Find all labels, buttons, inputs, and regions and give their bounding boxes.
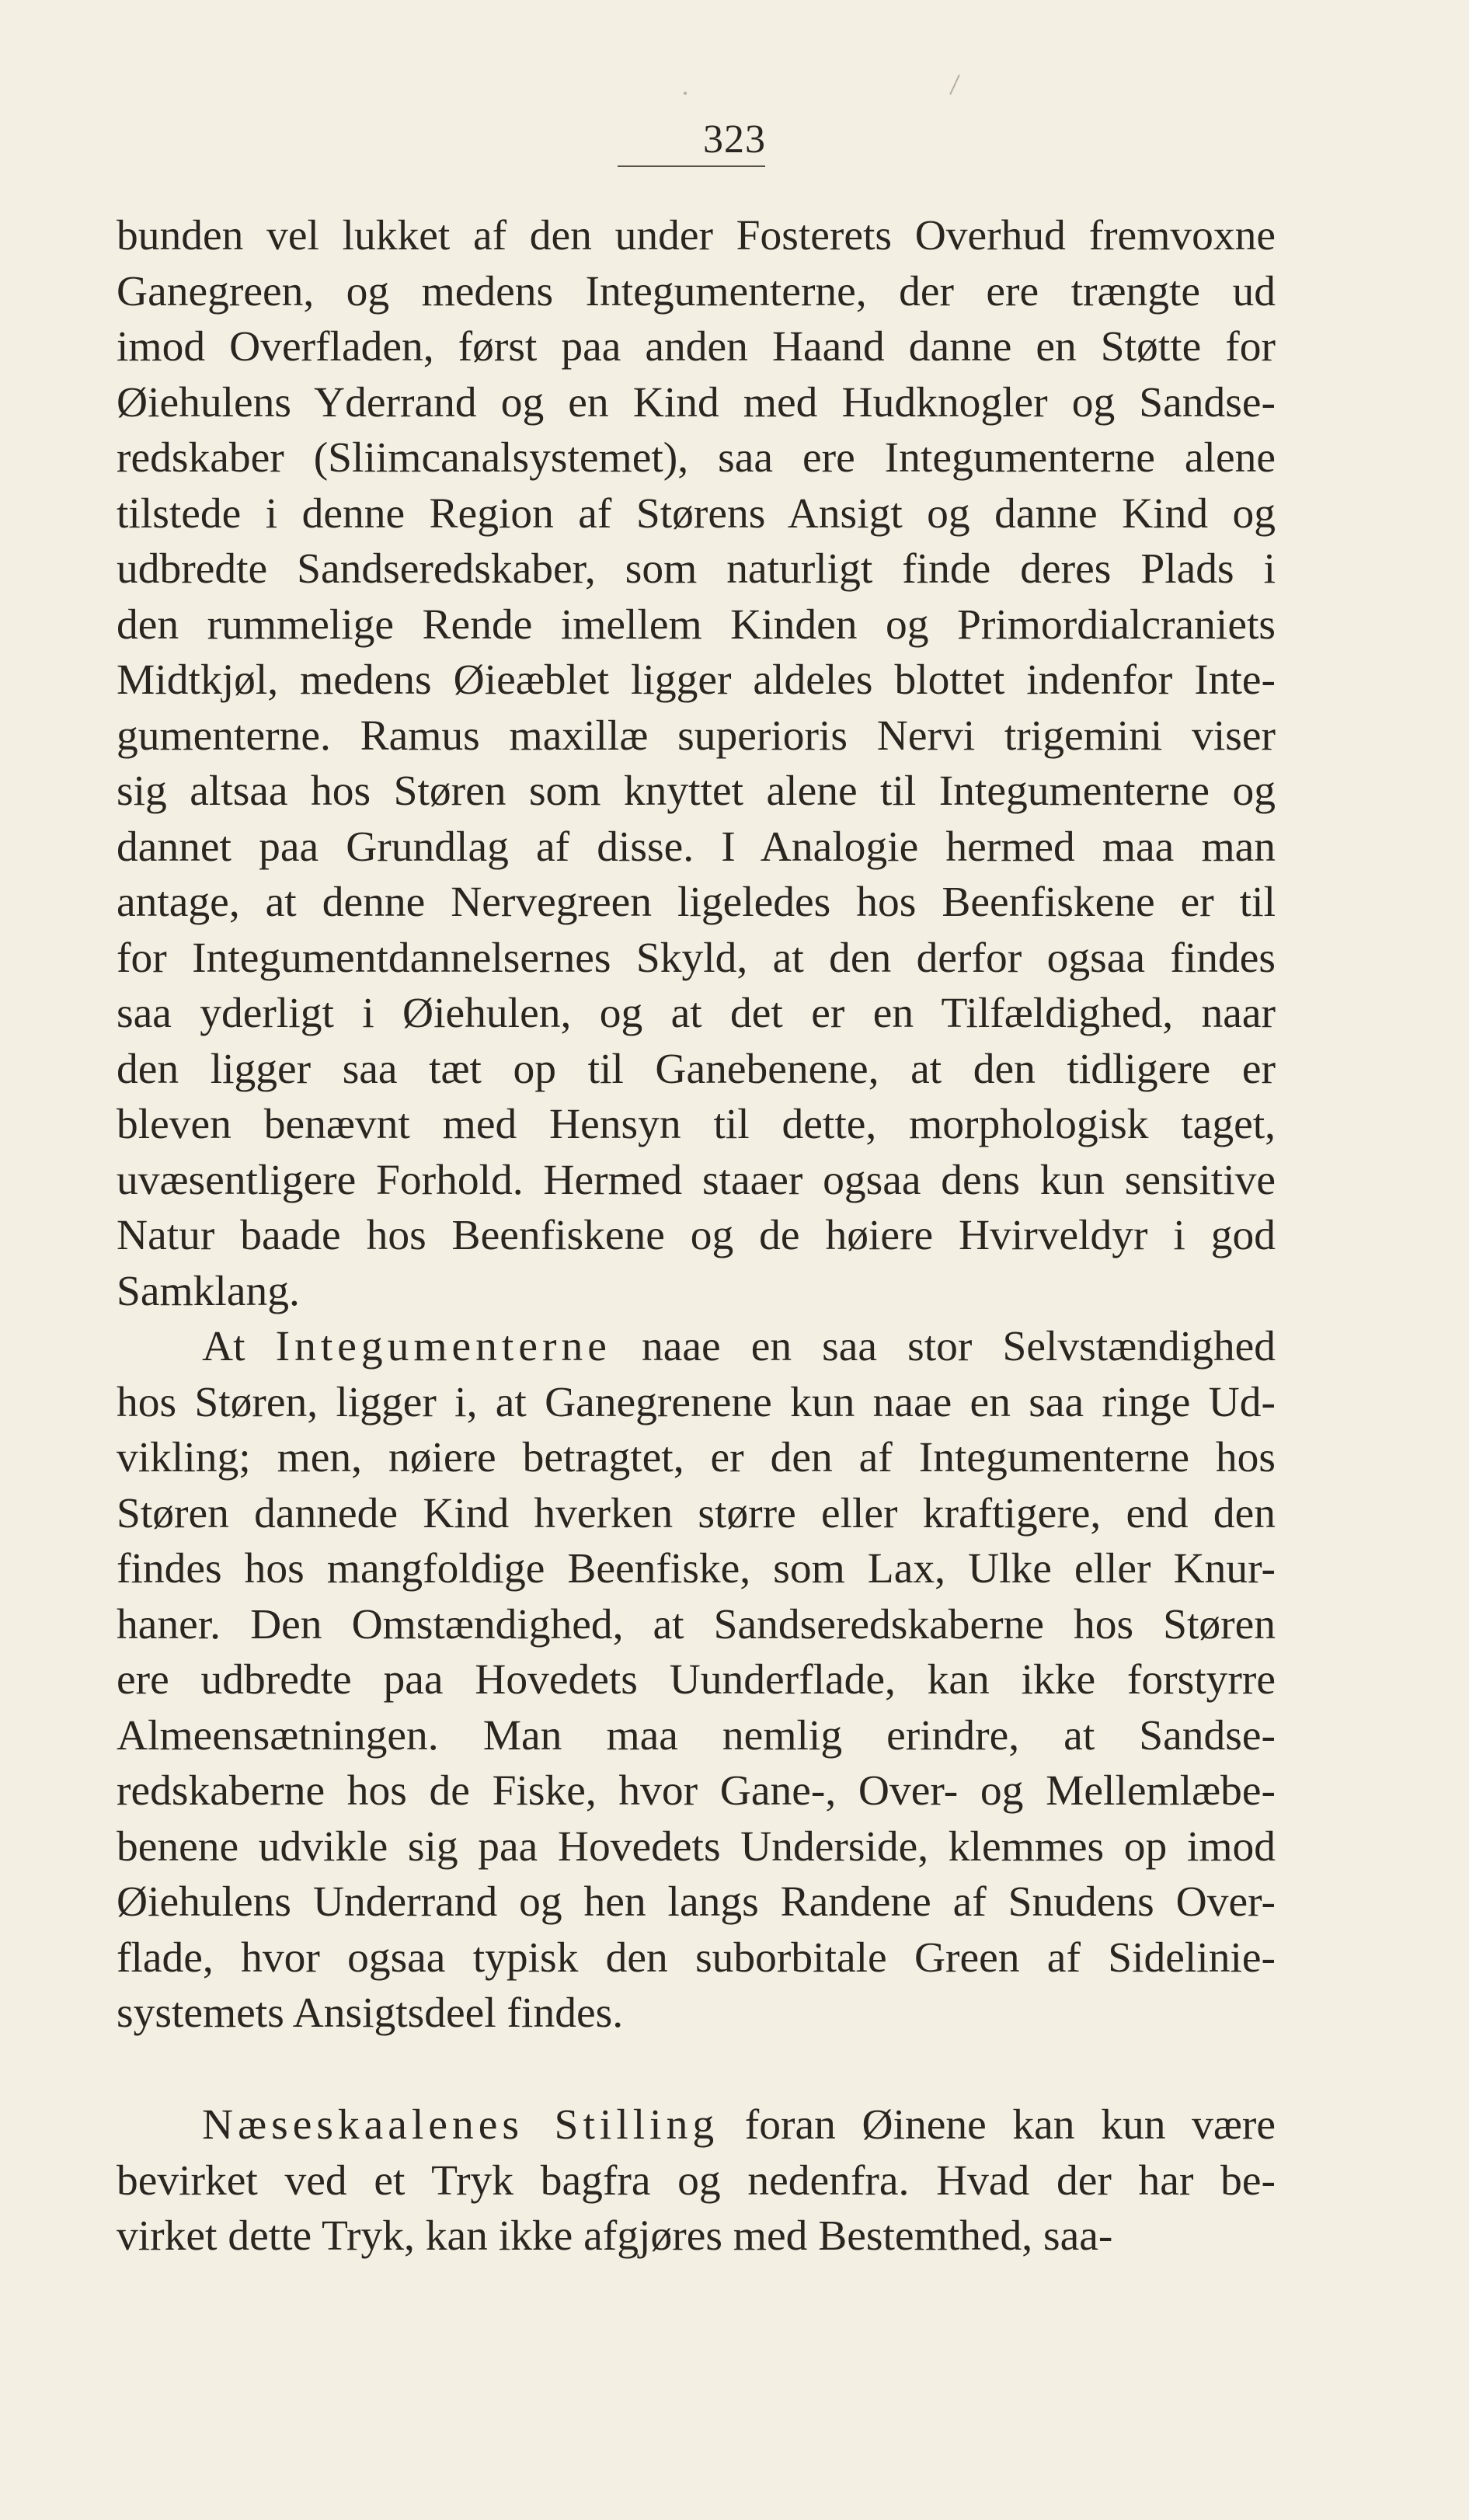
text-line: sig altsaa hos Støren som knyttet alene til Integumenterne og	[117, 767, 1276, 815]
text-line: tilstede i denne Region af Størens Ansigt og danne Kind og	[117, 489, 1276, 538]
text-line: Øiehulens Underrand og hen langs Randene af Snudens Over-	[117, 1878, 1276, 1926]
text-line: den ligger saa tæt op til Ganebenene, at den tidligere er	[117, 1045, 1276, 1093]
text-line: findes hos mangfoldige Beenfiske, som Lax, Ulke eller Knur-	[117, 1545, 1276, 1592]
paragraph-1	[117, 208, 1276, 1319]
text-line: haner. Den Omstændighed, at Sandseredskaberne hos Støren	[117, 1600, 1276, 1648]
text-line: Natur baade hos Beenfiskene og de høiere Hvirveldyr i god	[117, 1212, 1276, 1259]
scan-mark	[949, 75, 960, 95]
text-line: dannet paa Grundlag af disse. I Analogie hermed maa man	[117, 823, 1276, 871]
text-line: Ganegreen, og medens Integumenterne, der ere trængte ud	[117, 267, 1276, 315]
text-line: redskaber (Sliimcanalsystemet), saa ere Integumenterne alene	[117, 434, 1276, 482]
text-line: flade, hvor ogsaa typisk den suborbitale Green af Sidelinie-	[117, 1934, 1276, 1982]
text-line: den rummelige Rende imellem Kinden og Primordialcraniets	[117, 600, 1276, 649]
text-line: bevirket ved et Tryk bagfra og nedenfra. Hvad der har be-	[117, 2156, 1276, 2205]
paragraph-3	[117, 2097, 1276, 2264]
scan-speck	[684, 92, 687, 95]
text-line: Øiehulens Yderrand og en Kind med Hudknogler og Sandse-	[117, 378, 1276, 426]
paragraph-lead-word: At	[202, 1323, 276, 1370]
text-line: virket dette Tryk, kan ikke afgjøres med Bestemthed, saa-	[117, 2212, 1113, 2260]
text-line: Støren dannede Kind hverken større eller kraftigere, end den	[117, 1489, 1276, 1537]
spaced-emphasis: Næseskaalenes Stilling	[202, 2101, 719, 2149]
page-number: 323	[703, 117, 766, 162]
paragraph-first-line	[117, 2097, 1276, 2153]
text-line: systemets Ansigtsdeel findes.	[117, 1989, 624, 2037]
text-line: redskaberne hos de Fiske, hvor Gane-, Over- og Mellemlæbe-	[117, 1767, 1276, 1815]
spaced-emphasis: Integumenterne	[275, 1323, 611, 1370]
text-line: antage, at denne Nervegreen ligeledes hos Beenfiskene er til	[117, 879, 1276, 926]
text-line: bunden vel lukket af den under Fosterets Overhud fremvoxne	[117, 212, 1276, 259]
text-line: udbredte Sandseredskaber, som naturligt finde deres Plads i	[117, 545, 1276, 593]
text-line: bleven benævnt med Hensyn til dette, morphologisk taget,	[117, 1101, 1276, 1148]
text-line: gumenterne. Ramus maxillæ superioris Nervi trigemini viser	[117, 712, 1276, 760]
text-line: hos Støren, ligger i, at Ganegrenene kun naae en saa ringe Ud-	[117, 1378, 1276, 1426]
text-line: ere udbredte paa Hovedets Uunderflade, kan ikke forstyrre	[117, 1656, 1276, 1704]
page-number-underline	[618, 165, 765, 167]
text-line: saa yderligt i Øiehulen, og at det er en Tilfældighed, naar	[117, 990, 1276, 1037]
text-line: Midtkjøl, medens Øieæblet ligger aldeles blottet indenfor Inte-	[117, 656, 1276, 704]
text-line: uvæsentligere Forhold. Hermed staaer ogsaa dens kun sensitive	[117, 1156, 1276, 1204]
paragraph-2	[117, 1319, 1276, 2041]
text-line: Samklang.	[117, 1267, 300, 1315]
text-line: for Integumentdannelsernes Skyld, at den derfor ogsaa findes	[117, 934, 1276, 982]
text-line: vikling; men, nøiere betragtet, er den af Integumenterne hos	[117, 1434, 1276, 1481]
paragraph-first-line	[117, 1319, 1276, 1375]
text-line: benene udvikle sig paa Hovedets Underside, klemmes op imod	[117, 1822, 1276, 1871]
line-remainder: foran Øinene kan kun være	[719, 2101, 1276, 2149]
text-line: imod Overfladen, først paa anden Haand danne en Støtte for	[117, 323, 1276, 371]
text-line: Almeensætningen. Man maa nemlig erindre, at Sandse-	[117, 1711, 1276, 1759]
line-remainder: naae en saa stor Selvstændighed	[611, 1323, 1276, 1370]
